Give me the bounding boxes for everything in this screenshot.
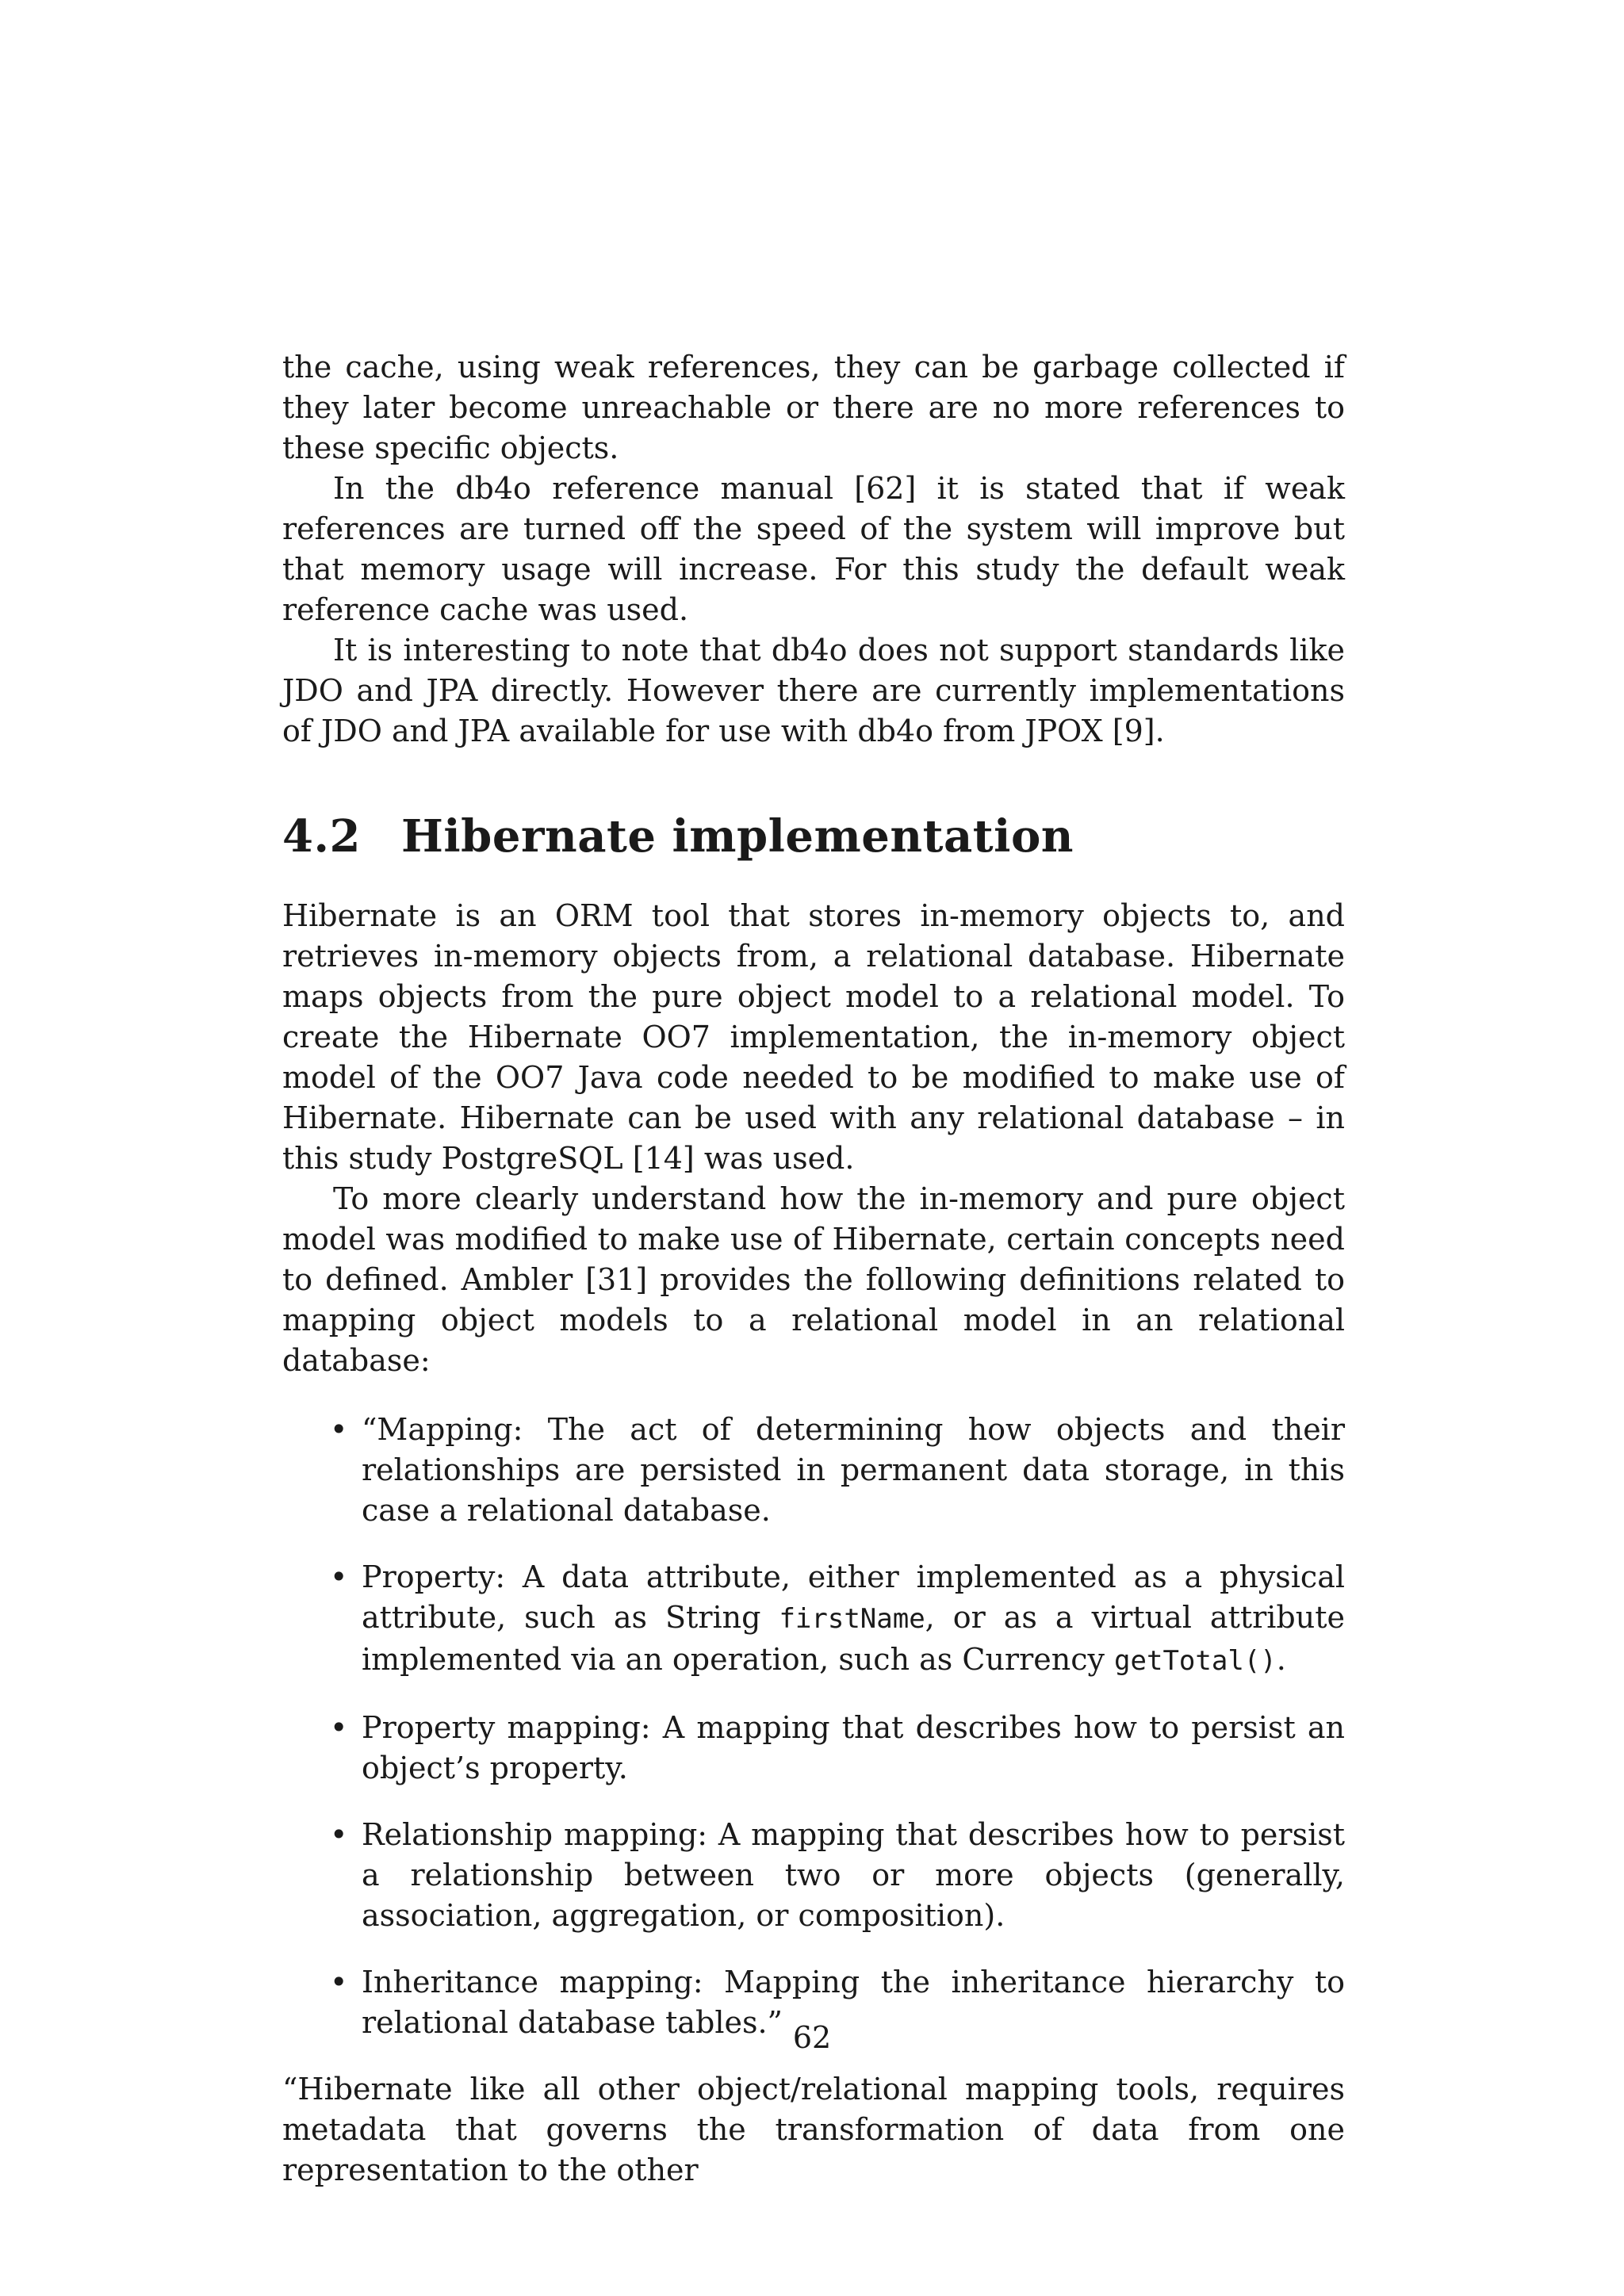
- bullet-icon: •: [330, 1559, 348, 1594]
- list-item-mapping: [282, 1410, 1345, 1531]
- paragraph-ambler-definitions: To more clearly understand how the in-memory and pure object model was modified to make use of Hibernate, certain concepts need to defined. Ambler [31] provides the following definitions related to mapping object models to a relational model in an relational database:: [282, 1181, 1345, 1378]
- list-item-property: [282, 1557, 1345, 1682]
- bullet-icon: •: [330, 1412, 348, 1447]
- bullet-icon: •: [330, 1710, 348, 1745]
- definition-property-part2: , or as a virtual attribute implemented via an operation, such as Currency: [362, 1600, 1345, 1677]
- paragraph-jdo-jpa: It is interesting to note that db4o does not support standards like JDO and JPA directly. However there are currently implementations of JDO and JPA available for use with db4o from JPOX [9].: [282, 633, 1345, 748]
- section-title: Hibernate implementation: [401, 810, 1074, 863]
- definition-property-part3: .: [1276, 1642, 1286, 1677]
- code-firstname: firstName: [779, 1603, 925, 1635]
- paragraph-hibernate-intro: Hibernate is an ORM tool that stores in-memory objects to, and retrieves in-memory objects from, a relational database. Hibernate maps objects from the pure object model to a relational model. To create the Hibernate OO7 implementation, the in-memory object model of the OO7 Java code needed to be modified to make use of Hibernate. Hibernate can be used with any relational database – in this study PostgreSQL [14] was used.: [282, 898, 1345, 1176]
- code-gettotal: getTotal(): [1114, 1645, 1277, 1677]
- definition-relationship-mapping: Relationship mapping: A mapping that describes how to persist a relationship between two or more objects (generally, association, aggregation, or composition).: [362, 1817, 1345, 1933]
- paragraph-hibernate-metadata: “Hibernate like all other object/relational mapping tools, requires metadata that governs the transformation of data from one representation to the other: [282, 2072, 1345, 2187]
- paragraph-cache-continuation: the cache, using weak references, they can be garbage collected if they later become unreachable or there are no more references to these specific objects.: [282, 350, 1345, 465]
- definition-property-mapping: Property mapping: A mapping that describes how to persist an object’s property.: [362, 1710, 1345, 1785]
- section-heading: [282, 809, 1345, 864]
- definition-inheritance-mapping: Inheritance mapping: Mapping the inheritance hierarchy to relational database tables.”: [362, 1965, 1345, 2040]
- body-text: [282, 347, 1345, 2191]
- definition-mapping: “Mapping: The act of determining how objects and their relationships are persisted in permanent data storage, in this case a relational database.: [362, 1412, 1345, 1528]
- bullet-icon: •: [330, 1965, 348, 1999]
- definitions-list: [282, 1410, 1345, 2043]
- bullet-icon: •: [330, 1817, 348, 1852]
- list-item-relationship-mapping: [282, 1815, 1345, 1936]
- paragraph-weak-references: In the db4o reference manual [62] it is stated that if weak references are turned off the speed of the system will improve but that memory usage will increase. For this study the default weak reference cache was used.: [282, 471, 1345, 627]
- section-number: 4.2: [282, 810, 361, 863]
- definition-property-part1: Property: A data attribute, either implemented as a physical attribute, such as String: [362, 1559, 1345, 1635]
- page-number: 62: [792, 2020, 832, 2055]
- list-item-property-mapping: [282, 1708, 1345, 1789]
